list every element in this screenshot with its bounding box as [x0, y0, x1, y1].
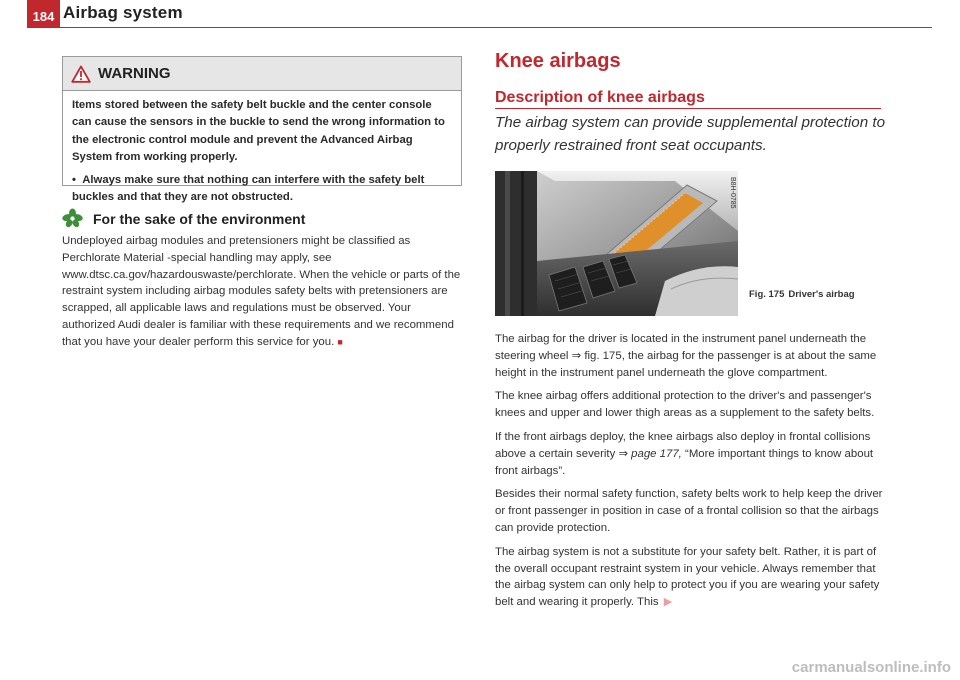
running-title: Airbag system	[63, 3, 183, 22]
warning-triangle-icon	[71, 65, 91, 83]
environment-title: For the sake of the environment	[93, 210, 306, 227]
warning-header	[63, 57, 461, 91]
warning-title: WARNING	[98, 65, 171, 82]
subsection-rule	[495, 108, 881, 109]
continue-arrow-icon: ▶	[663, 596, 673, 609]
watermark: carmanualsonline.info	[791, 659, 951, 676]
body-paragraph-1: The airbag for the driver is located in the instrument panel underneath the steering wheel ⇒ fig. 175, the airbag for the passenger is at about the same height in the instrument panel underneath the glove compartment.	[495, 333, 877, 379]
footwell-illustration	[495, 171, 738, 316]
warning-box	[62, 56, 462, 204]
body-text	[495, 331, 886, 618]
figure-caption-text: Driver's airbag	[788, 289, 855, 300]
body-paragraph-3-end: “More important things to know about front airbags”.	[495, 447, 874, 477]
figure-driver-airbag	[495, 171, 738, 316]
environment-leaf-icon	[62, 208, 83, 229]
page-number: 184	[27, 0, 60, 27]
environment-paragraph: Undeployed airbag modules and pretensioners might be classified as Perchlorate Material -special handling may apply, see www.dtsc.ca.gov/hazardouswaste/perchlorate. When the vehicle or parts of the restraint system including airbag modules safety belts with pretensioners are scrapped, all applicable laws and regulations must be observed. Your authorized Audi dealer is familiar with these requirements and we recommend that you have your dealer perform this service for you.	[62, 235, 461, 348]
section-title: Knee airbags	[495, 50, 621, 72]
body-paragraph-5-text: The airbag system is not a substitute for your safety belt. Rather, it is part of the overall occupant restraint system in your vehicle. Always remember that the airbag system can only help to protect you if you are wearing your safety belt and wearing it properly. This	[495, 545, 880, 609]
subsection-title: Description of knee airbags	[495, 89, 705, 106]
figure-caption-number: Fig. 175	[749, 289, 785, 300]
header-rule	[27, 27, 932, 28]
figure-caption	[749, 289, 855, 301]
intro-text: The airbag system can provide supplemental protection to properly restrained front seat occupants.	[495, 114, 886, 154]
page-reference-link[interactable]: page 177,	[631, 447, 682, 460]
end-mark: ■	[337, 336, 343, 347]
figure-code: B8H-0785	[729, 177, 736, 209]
bullet-icon: •	[72, 173, 83, 186]
body-paragraph-4: Besides their normal safety function, safety belts work to help keep the driver or front passenger in position in case of a frontal collision so that the airbags can provide protection.	[495, 488, 883, 534]
warning-bullet	[72, 172, 453, 207]
warning-bullet-text: Always make sure that nothing can interfere with the safety belt buckles and that they are not obstructed.	[72, 173, 425, 204]
body-paragraph-3	[495, 429, 886, 479]
body-paragraph-3-start: If the front airbags deploy, the knee airbags also deploy in frontal collisions above a certain severity ⇒	[495, 430, 871, 460]
body-paragraph-2: The knee airbag offers additional protection to the driver's and passenger's knees and upper and lower thigh areas as a supplement to the safety belts.	[495, 390, 875, 420]
environment-text	[62, 233, 464, 351]
body-paragraph-5	[495, 544, 886, 611]
warning-body	[63, 91, 461, 206]
environment-heading	[62, 208, 305, 229]
warning-paragraph: Items stored between the safety belt buckle and the center console can cause the sensors in the buckle to send the wrong information to the electronic control module and prevent the Advanced Airbag System from working properly.	[72, 99, 445, 164]
